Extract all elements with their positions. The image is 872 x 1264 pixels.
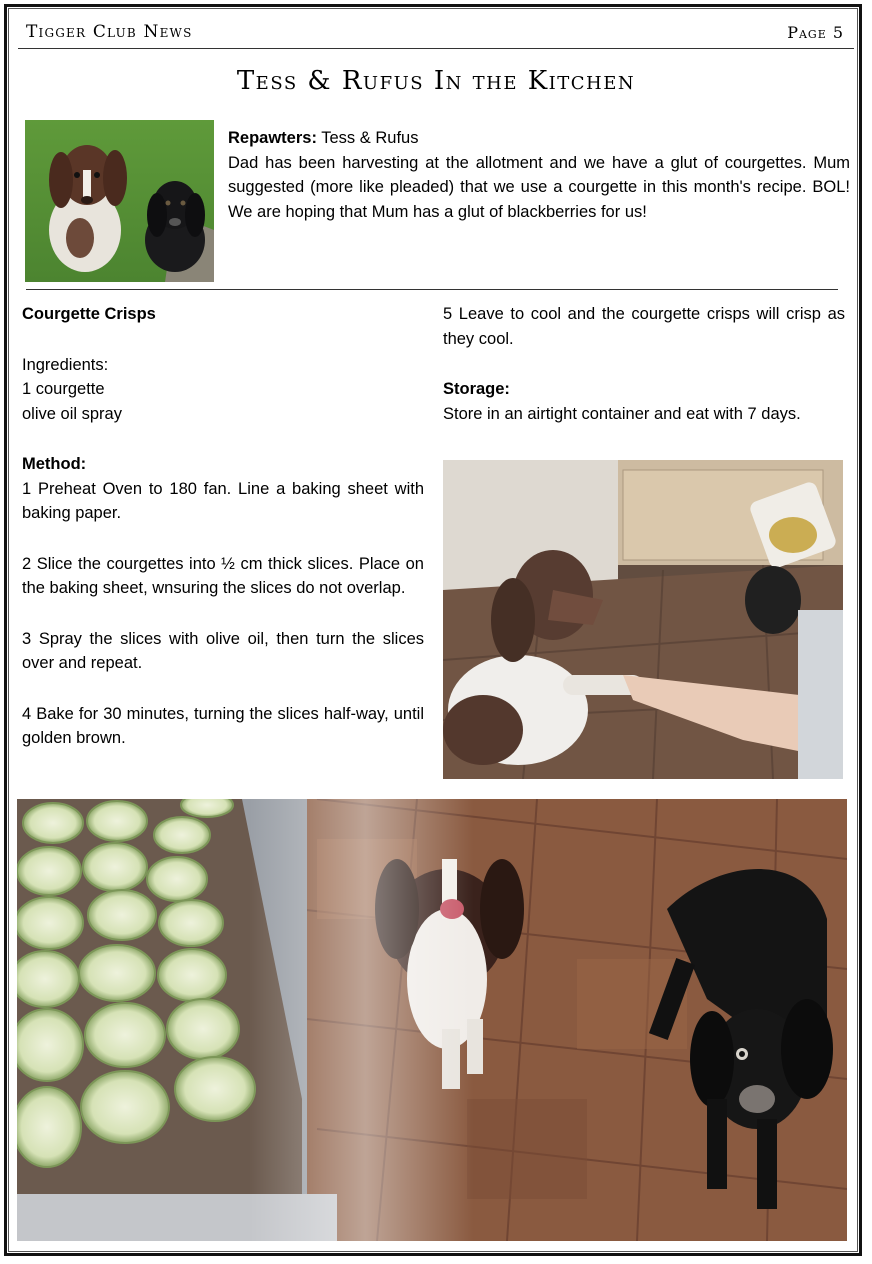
section-divider — [26, 289, 838, 290]
courgettes-and-dogs-photo — [17, 799, 847, 1241]
repawters-label: Repawters: — [228, 129, 317, 147]
intro-paragraph — [228, 126, 850, 224]
dogs-on-grass-photo — [25, 120, 214, 282]
page-number: Page 5 — [787, 23, 844, 42]
method-step-3: 3 Spray the slices with olive oil, then turn the slices over and repeat. — [22, 629, 424, 672]
dog-giving-paw-photo — [443, 460, 843, 779]
repawters-names: Tess & Rufus — [321, 129, 419, 147]
method-step-1: 1 Preheat Oven to 180 fan. Line a baking sheet with baking paper. — [22, 479, 424, 522]
method-step-4: 4 Bake for 30 minutes, turning the slices half-way, until golden brown. — [22, 704, 424, 747]
recipe-title: Courgette Crisps — [22, 305, 156, 323]
storage-text: Store in an airtight container and eat with 7 days. — [443, 404, 801, 423]
ingredients-heading: Ingredients: — [22, 355, 109, 374]
page-title: Tess & Rufus In the Kitchen — [236, 66, 636, 96]
newsletter-name: Tigger Club News — [26, 22, 193, 42]
ingredient-item: 1 courgette — [22, 380, 105, 398]
recipe-right-column — [443, 302, 845, 426]
intro-text: Dad has been harvesting at the allotment and we have a glut of courgettes. Mum suggested (more like pleaded) that we use a courgette in this month's recipe. BOL! We are hoping that Mum has a glut of blackberries for us! — [228, 153, 850, 221]
storage-heading: Storage: — [443, 380, 510, 398]
ingredient-item: olive oil spray — [22, 404, 122, 423]
method-heading: Method: — [22, 455, 87, 473]
method-step-5: 5 Leave to cool and the courgette crisps will crisp as they cool. — [443, 305, 845, 348]
method-step-2: 2 Slice the courgettes into ½ cm thick slices. Place on the baking sheet, wnsuring the slices do not overlap. — [22, 554, 424, 597]
recipe-left-column — [22, 302, 424, 751]
header-divider — [18, 48, 854, 49]
